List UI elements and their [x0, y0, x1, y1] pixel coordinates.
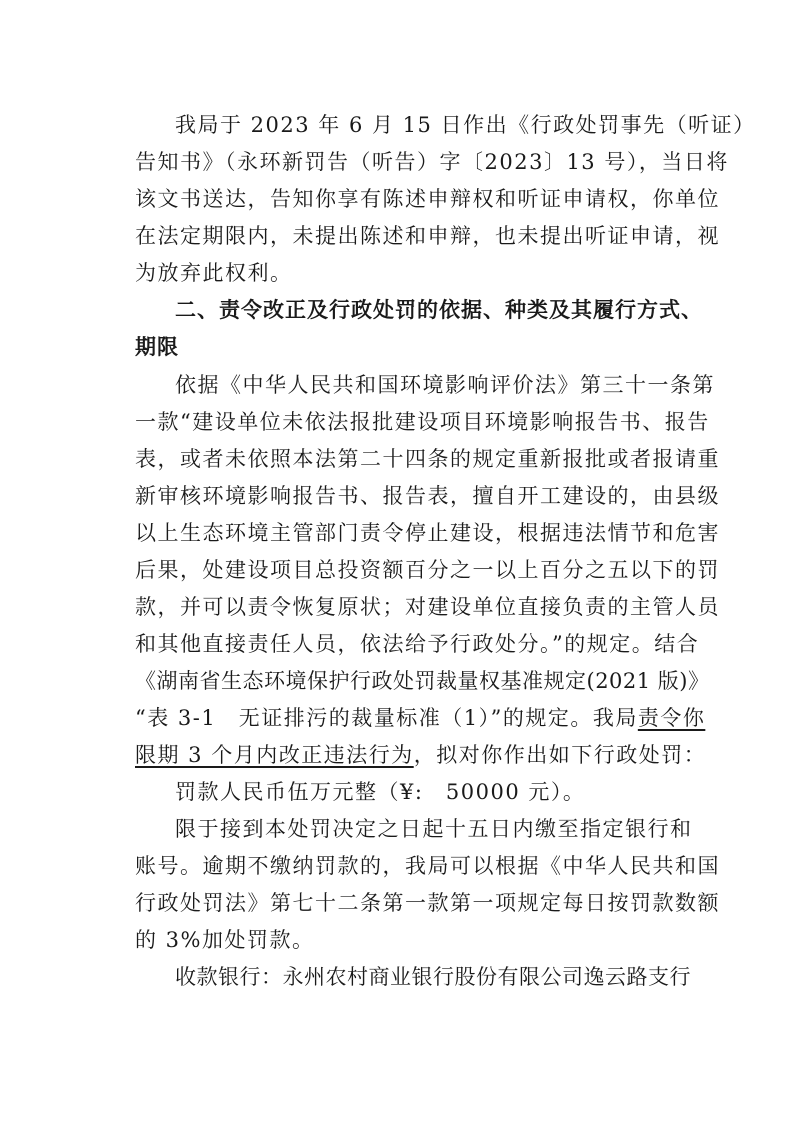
paragraph-2-line-9: 《湖南省生态环境保护行政处罚裁量权基准规定(2021 版)》 — [135, 669, 710, 693]
paragraph-3-line-2: 账号。逾期不缴纳罚款的，我局可以根据《中华人民共和国 — [135, 854, 720, 878]
paragraph-2-line-4: 新审核环境影响报告书、报告表，擅自开工建设的，由县级 — [135, 484, 720, 508]
paragraph-2-line-10 — [135, 703, 705, 733]
underlined-order-end: 限期 3 个月内改正违法行为 — [135, 743, 414, 767]
paragraph-3-line-4: 的 3%加处罚款。 — [135, 928, 315, 952]
paragraph-2-line-10-text: “表 3-1 无证排污的裁量标准（1）”的规定。我局 — [135, 706, 638, 730]
paragraph-2-line-6: 后果，处建设项目总投资额百分之一以上百分之五以下的罚 — [135, 558, 720, 582]
section-heading-line-2: 期限 — [135, 335, 179, 359]
paragraph-1-line-5: 为放弃此权利。 — [135, 261, 293, 285]
paragraph-3-line-3: 行政处罚法》第七十二条第一款第一项规定每日按罚款数额 — [135, 891, 720, 915]
paragraph-1-line-4: 在法定期限内，未提出陈述和申辩，也未提出听证申请，视 — [135, 224, 720, 248]
paragraph-2-line-5: 以上生态环境主管部门责令停止建设，根据违法情节和危害 — [135, 521, 720, 545]
paragraph-1-line-3: 该文书送达，告知你享有陈述申辩权和听证申请权，你单位 — [135, 187, 720, 211]
paragraph-3-line-1: 限于接到本处罚决定之日起十五日内缴至指定银行和 — [175, 817, 693, 841]
fine-amount: 罚款人民币伍万元整（¥: 50000 元）。 — [175, 780, 586, 804]
paragraph-2-tail: ，拟对你作出如下行政处罚： — [413, 743, 707, 767]
paragraph-1-line-1: 我局于 2023 年 6 月 15 日作出《行政处罚事先（听证） — [175, 113, 756, 137]
paragraph-2-line-8: 和其他直接责任人员，依法给予行政处分。”的规定。结合 — [135, 632, 700, 656]
section-heading-line-1: 二、责令改正及行政处罚的依据、种类及其履行方式、 — [175, 298, 703, 322]
paragraph-2-line-1: 依据《中华人民共和国环境影响评价法》第三十一条第 — [175, 373, 715, 397]
paragraph-2-line-2: 一款“建设单位未依法报批建设项目环境影响报告书、报告 — [135, 410, 710, 434]
paragraph-2-line-11 — [135, 740, 706, 770]
paragraph-2-line-7: 款，并可以责令恢复原状；对建设单位直接负责的主管人员 — [135, 595, 720, 619]
paragraph-1-line-2: 告知书》（永环新罚告（听告）字〔2023〕13 号），当日将 — [135, 150, 729, 174]
receiving-bank: 收款银行：永州农村商业银行股份有限公司逸云路支行 — [175, 965, 691, 989]
paragraph-2-line-3: 表，或者未依照本法第二十四条的规定重新报批或者报请重 — [135, 447, 720, 471]
underlined-order-start: 责令你 — [637, 706, 706, 730]
